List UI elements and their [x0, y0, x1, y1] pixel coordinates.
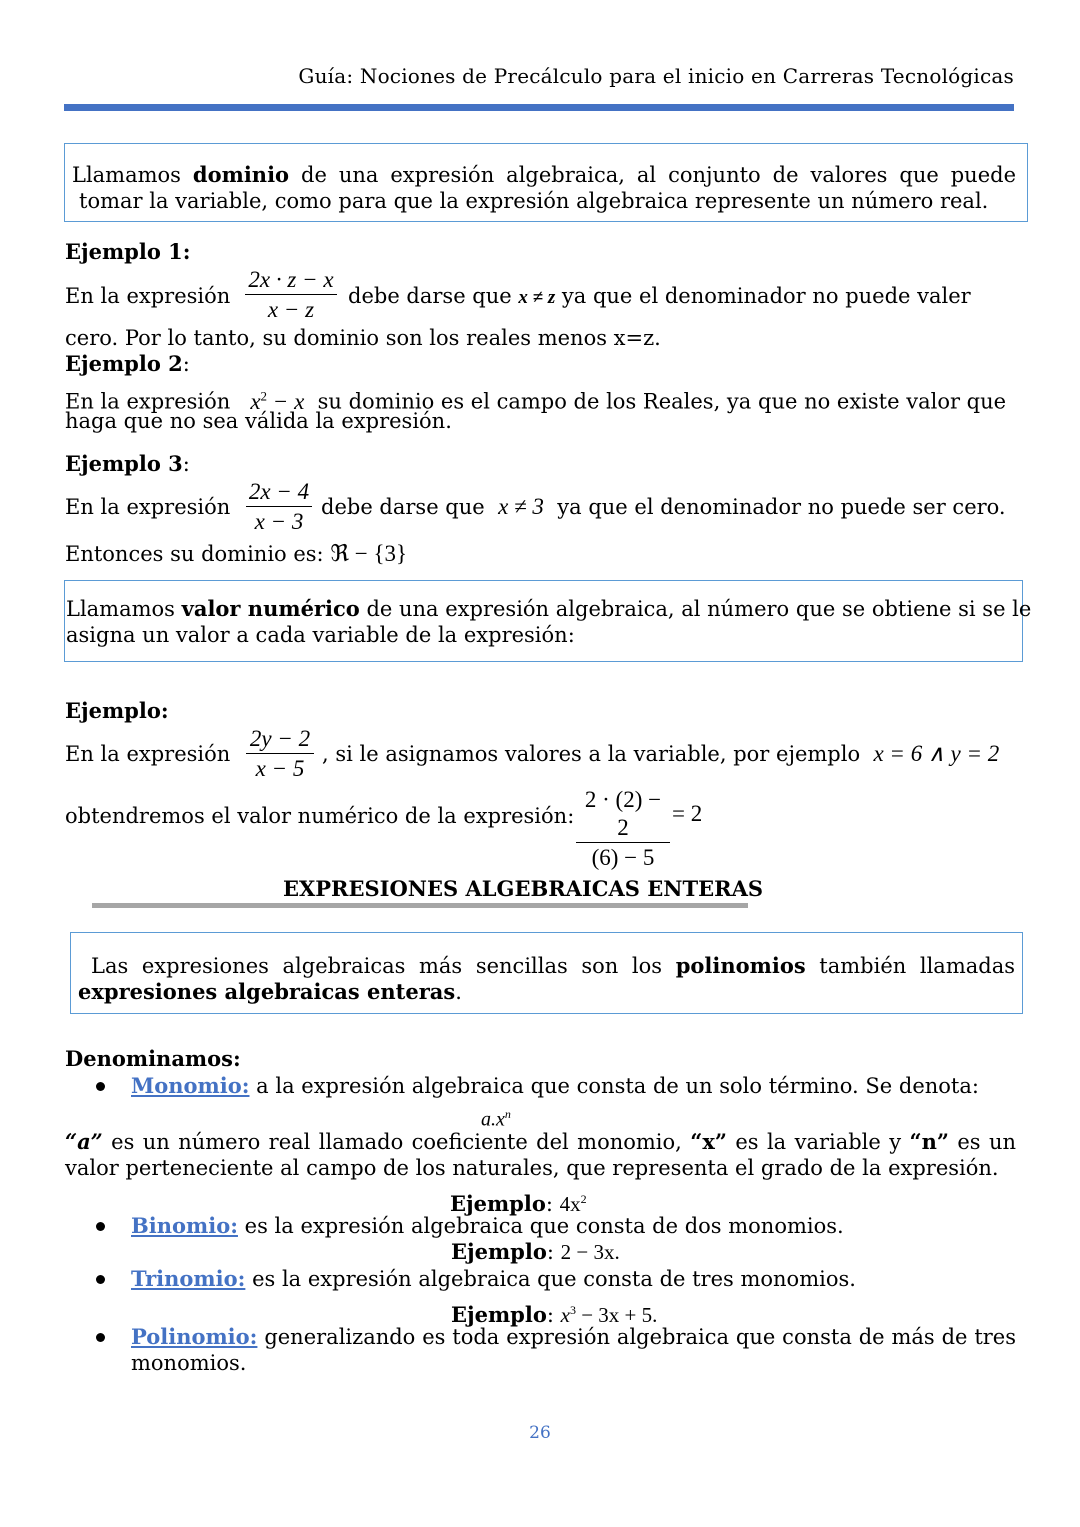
polinomios-line1: Las expresiones algebraicas más sencillas son los polinomios también llamadas: [91, 953, 1016, 978]
bullet-polinomio: [96, 1333, 105, 1342]
binomio-line: Binomio: es la expresión algebraica que consta de dos monomios.: [131, 1213, 844, 1238]
expresiones-enteras-term: expresiones algebraicas enteras: [78, 979, 456, 1004]
ejemplo4-result-numerator: 2 · (2) − 2: [584, 787, 662, 840]
ejemplo1-fraction: [245, 266, 337, 325]
dominio-term: dominio: [192, 162, 290, 187]
ejemplo3-condition: x ≠ 3: [498, 494, 544, 519]
ejemplo1-denominator: x − z: [267, 297, 315, 323]
ejemplo4-lead: En la expresión: [65, 742, 231, 766]
binomio-term: Binomio:: [131, 1213, 238, 1238]
polinomio-line2: monomios.: [131, 1351, 247, 1375]
ejemplo4-assignment: x = 6 ∧ y = 2: [873, 741, 1000, 766]
ejemplo4-result-lead: obtendremos el valor numérico de la expresión:: [65, 804, 575, 828]
valor-numerico-line1: Llamamos valor numérico de una expresión algebraica, al número que se obtiene si se le: [66, 596, 1032, 621]
ejemplo2-expression: $x^2 - x$: [250, 388, 305, 414]
denominamos-heading: Denominamos:: [65, 1046, 241, 1071]
polinomios-line2: expresiones algebraicas enteras.: [78, 979, 462, 1004]
ejemplo4-assignment-line: , si le asignamos valores a la variable, por ejemplo x = 6 ∧ y = 2: [322, 741, 1000, 766]
monomio-term: Monomio:: [131, 1073, 250, 1098]
ejemplo3-numerator: 2x − 4: [248, 479, 310, 504]
monomio-explanation-line2: valor perteneciente al campo de los naturales, que representa el grado de la expresión.: [65, 1156, 999, 1180]
monomio-line: Monomio: a la expresión algebraica que consta de un solo término. Se denota:: [131, 1073, 979, 1098]
monomio-explanation-line1: “a” es un número real llamado coeficiente del monomio, “x” es la variable y “n” es un: [65, 1129, 1016, 1154]
binomio-example: Ejemplo: 2 − 3x.: [451, 1239, 620, 1264]
ejemplo1-line2: cero. Por lo tanto, su dominio son los reales menos x=z.: [65, 326, 661, 350]
dominio-definition-line1: Llamamos dominio de una expresión algebraica, al conjunto de valores que puede: [72, 162, 1017, 187]
ejemplo3-lead: En la expresión: [65, 495, 231, 519]
ejemplo3-heading: Ejemplo 3:: [65, 451, 190, 476]
ejemplo1-heading: Ejemplo 1:: [65, 239, 191, 264]
ejemplo4-result-denominator: (6) − 5: [591, 845, 655, 871]
ejemplo4-result-value: = 2: [672, 801, 703, 826]
section-title-rule: [92, 903, 748, 908]
valor-numerico-line2: asigna un valor a cada variable de la expresión:: [66, 623, 575, 647]
polinomio-term: Polinomio:: [131, 1324, 258, 1349]
ejemplo3-domain-expr: ℜ − {3}: [330, 541, 408, 566]
ejemplo2-line2: haga que no sea válida la expresión.: [65, 409, 452, 433]
section-title: EXPRESIONES ALGEBRAICAS ENTERAS: [282, 876, 764, 901]
dominio-definition-line2: tomar la variable, como para que la expresión algebraica represente un número real.: [79, 189, 989, 213]
ejemplo2-heading: Ejemplo 2:: [65, 351, 190, 376]
trinomio-term: Trinomio:: [131, 1266, 246, 1291]
ejemplo1-lead: En la expresión: [65, 284, 231, 308]
ejemplo3-denominator: x − 3: [254, 509, 304, 535]
monomio-notation: $a.x^n$: [481, 1107, 511, 1131]
ejemplo4-result-fraction: [576, 786, 670, 873]
ejemplo2-line1: En la expresión $x^2 - x$ su dominio es el campo de los Reales, ya que no existe valor que: [65, 388, 1007, 414]
bullet-trinomio: [96, 1275, 105, 1284]
ejemplo1-condition-line: debe darse que x ≠ z ya que el denominador no puede valer: [348, 284, 971, 308]
ejemplo4-heading: Ejemplo:: [65, 698, 169, 723]
ejemplo4-numerator: 2y − 2: [249, 726, 311, 751]
page-header-title: Guía: Nociones de Precálculo para el inicio en Carreras Tecnológicas: [298, 64, 1014, 88]
bullet-monomio: [96, 1082, 105, 1091]
valor-numerico-term: valor numérico: [181, 596, 360, 621]
trinomio-line: Trinomio: es la expresión algebraica que consta de tres monomios.: [131, 1266, 856, 1291]
ejemplo4-fraction: [246, 725, 314, 784]
polinomio-line1: Polinomio: generalizando es toda expresión algebraica que consta de más de tres: [131, 1324, 1016, 1349]
ejemplo4-denominator: x − 5: [255, 756, 305, 782]
page-number: 26: [529, 1423, 551, 1443]
trinomio-example: Ejemplo: $x^3 - 3x + 5$.: [451, 1302, 658, 1327]
ejemplo3-domain-line: Entonces su dominio es: ℜ − {3}: [65, 541, 408, 566]
bullet-binomio: [96, 1222, 105, 1231]
ejemplo3-fraction: [246, 478, 312, 537]
ejemplo1-condition: x ≠ z: [518, 287, 556, 308]
ejemplo1-numerator: 2x · z − x: [248, 267, 334, 292]
monomio-example: Ejemplo: $4x^2$: [450, 1191, 587, 1216]
ejemplo3-condition-line: debe darse que x ≠ 3 ya que el denominador no puede ser cero.: [321, 494, 1006, 519]
header-rule: [64, 104, 1014, 111]
polinomios-term: polinomios: [675, 953, 806, 978]
